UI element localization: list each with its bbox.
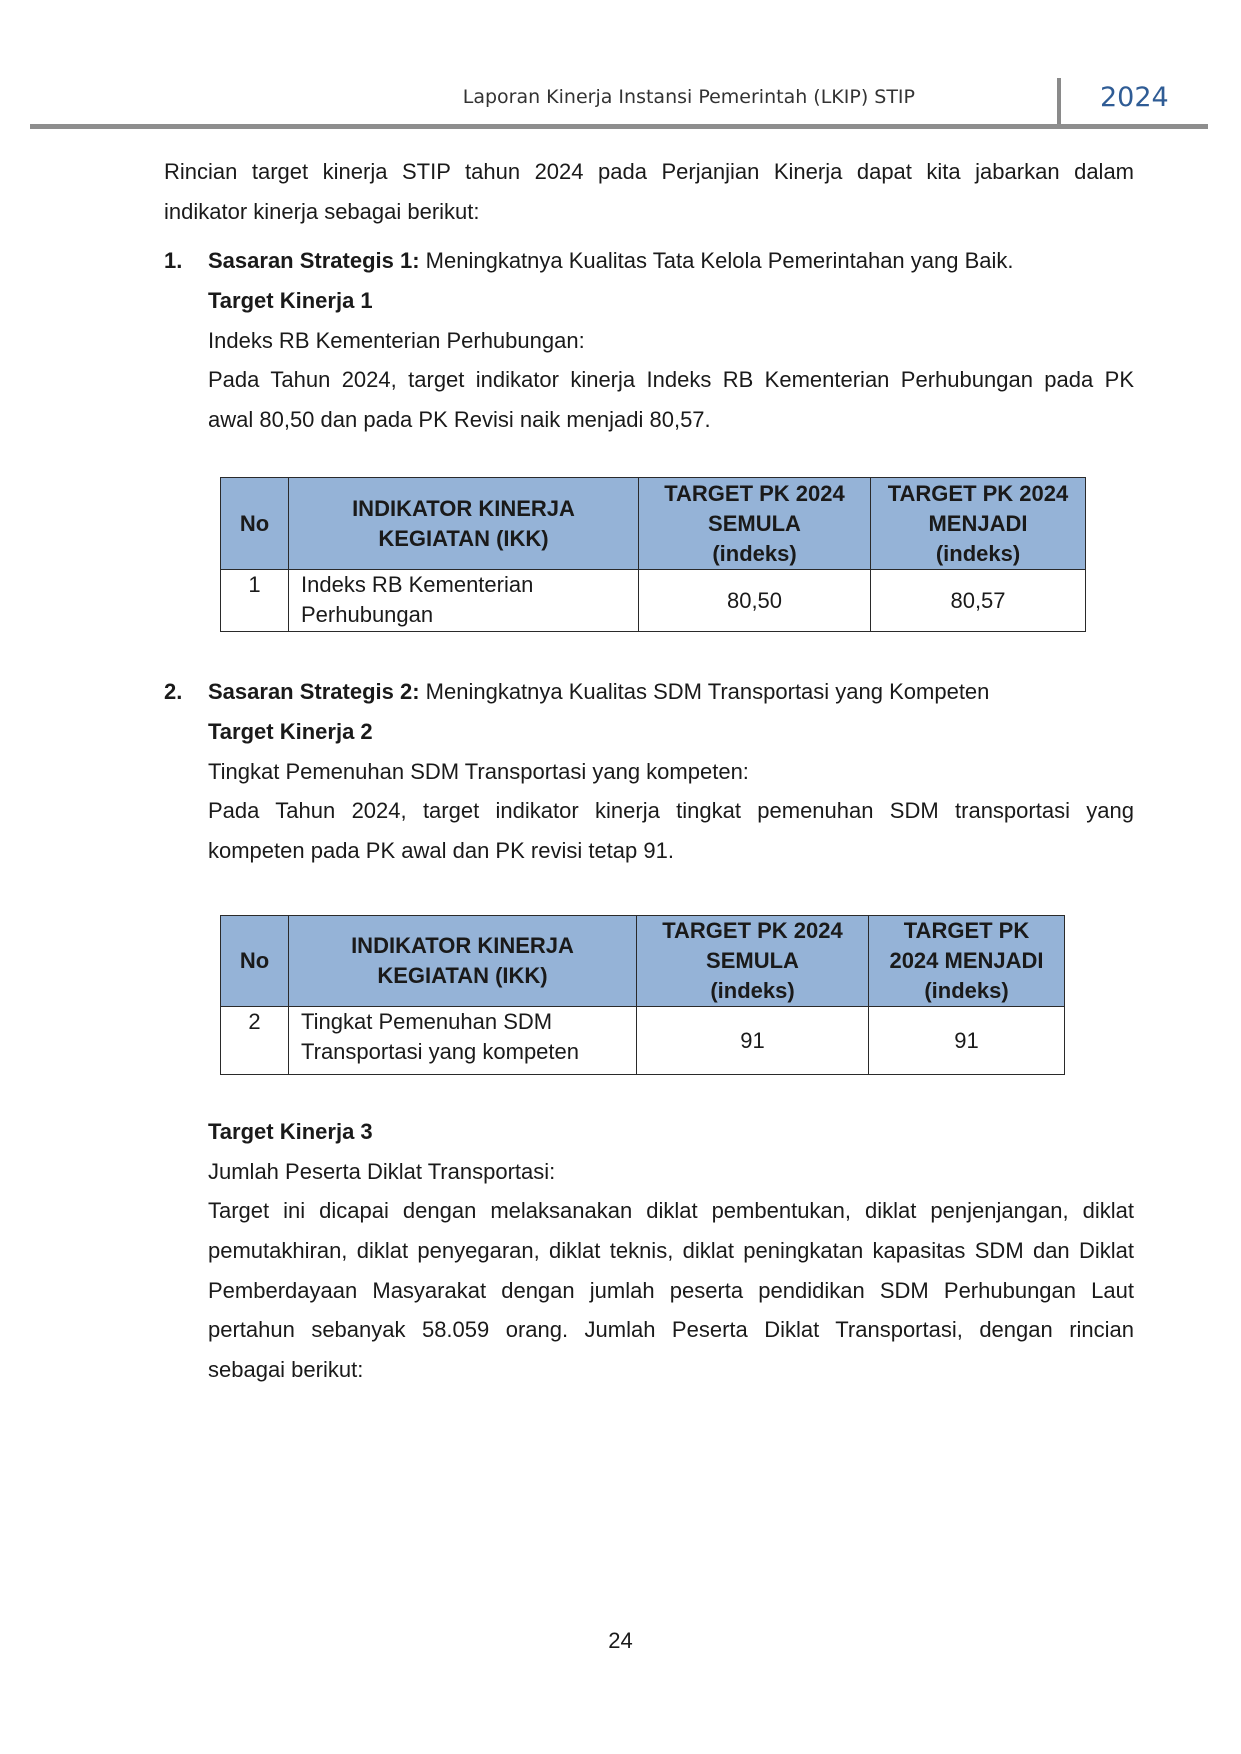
section-3-line-4: pertahun sebanyak 58.059 orang. Jumlah Peserta Diklat Transportasi, dengan rincian <box>208 1317 1134 1342</box>
row-indicator <box>289 1007 637 1075</box>
col-menjadi-line-3: (indeks) <box>935 540 1021 566</box>
row-menjadi: 91 <box>869 1007 1065 1075</box>
header-year: 2024 <box>1100 82 1169 113</box>
col-semula-line-3: (indeks) <box>712 540 797 566</box>
section-1-desc-line-2: awal 80,50 dan pada PK Revisi naik menjadi 80,57. <box>208 407 711 432</box>
intro-line-1: Rincian target kinerja STIP tahun 2024 pada Perjanjian Kinerja dapat kita jabarkan dalam <box>164 159 1134 184</box>
col-semula-line-3: (indeks) <box>710 978 795 1003</box>
col-ikk-line-2: KEGIATAN (IKK) <box>378 525 549 551</box>
intro-line-2: indikator kinerja sebagai berikut: <box>164 199 480 224</box>
col-ikk-line-1: INDIKATOR KINERJA <box>351 933 574 958</box>
table-header-row <box>221 916 1065 1007</box>
section-3-line-2: pemutakhiran, diklat penyegaran, diklat teknis, diklat peningkatan kapasitas SDM dan Diklat <box>208 1238 1134 1263</box>
target-kinerja-3-label: Target Kinerja 3 <box>208 1119 373 1144</box>
col-menjadi-line-1: TARGET PK <box>903 918 1030 943</box>
target-kinerja-2-title <box>208 712 373 752</box>
table-header-row <box>221 478 1086 570</box>
section-2-heading <box>208 672 989 712</box>
col-menjadi-line-1: TARGET PK 2024 <box>887 480 1069 506</box>
row-indicator-line-2: Perhubungan <box>301 602 434 627</box>
section-1-indicator: Indeks RB Kementerian Perhubungan: <box>208 328 585 353</box>
section-1-text: Meningkatnya Kualitas Tata Kelola Pemerintahan yang Baik. <box>419 248 1014 273</box>
running-header-title: Laporan Kinerja Instansi Pemerintah (LKIP) STIP <box>462 86 915 108</box>
col-semula-line-1: TARGET PK 2024 <box>664 480 845 506</box>
section-1-heading <box>208 241 1014 281</box>
section-2-text: Meningkatnya Kualitas SDM Transportasi yang Kompeten <box>419 679 990 704</box>
col-target-semula <box>639 478 871 570</box>
section-2-number: 2. <box>164 679 183 704</box>
col-ikk-line-1: INDIKATOR KINERJA <box>352 495 575 521</box>
section-3-line-3: Pemberdayaan Masyarakat dengan jumlah peserta pendidikan SDM Perhubungan Laut <box>208 1278 1134 1303</box>
target-table-2 <box>220 915 1065 1075</box>
col-ikk-line-2: KEGIATAN (IKK) <box>377 963 548 988</box>
col-ikk <box>289 478 639 570</box>
target-kinerja-2-label: Target Kinerja 2 <box>208 719 373 744</box>
section-1-desc-line-1: Pada Tahun 2024, target indikator kinerja Indeks RB Kementerian Perhubungan pada PK <box>208 367 1134 392</box>
col-semula-line-1: TARGET PK 2024 <box>662 918 843 943</box>
page-number: 24 <box>608 1628 633 1653</box>
header-rule <box>30 124 1208 129</box>
row-indicator <box>289 570 639 632</box>
section-2-desc-line-1: Pada Tahun 2024, target indikator kinerja tingkat pemenuhan SDM transportasi yang <box>208 798 1134 823</box>
row-menjadi: 80,57 <box>871 570 1086 632</box>
row-indicator-line-1: Tingkat Pemenuhan SDM <box>301 1009 553 1034</box>
col-menjadi-line-2: MENJADI <box>928 510 1028 536</box>
table-row <box>221 1007 1065 1075</box>
section-3-line-5: sebagai berikut: <box>208 1357 364 1382</box>
header-divider <box>1057 78 1061 126</box>
col-ikk <box>289 916 637 1007</box>
target-table-1 <box>220 477 1086 632</box>
col-semula-line-2: SEMULA <box>706 948 799 973</box>
section-3-indicator: Jumlah Peserta Diklat Transportasi: <box>208 1159 556 1184</box>
col-target-menjadi <box>869 916 1065 1007</box>
target-kinerja-1-label: Target Kinerja 1 <box>208 288 373 313</box>
col-no: No <box>221 478 289 570</box>
section-2-indicator: Tingkat Pemenuhan SDM Transportasi yang kompeten: <box>208 759 749 784</box>
row-semula: 80,50 <box>639 570 871 632</box>
col-target-menjadi <box>871 478 1086 570</box>
row-semula: 91 <box>637 1007 869 1075</box>
section-1-label: Sasaran Strategis 1: <box>208 248 420 273</box>
table-row <box>221 570 1086 632</box>
row-indicator-line-2: Transportasi yang kompeten <box>301 1039 579 1064</box>
row-no: 2 <box>221 1007 289 1075</box>
section-2-desc-line-2: kompeten pada PK awal dan PK revisi tetap 91. <box>208 838 674 863</box>
col-semula-line-2: SEMULA <box>708 510 801 536</box>
target-kinerja-1-title <box>208 281 373 321</box>
col-no: No <box>221 916 289 1007</box>
target-kinerja-3-title <box>208 1112 373 1152</box>
row-indicator-line-1: Indeks RB Kementerian <box>301 572 534 597</box>
col-target-semula <box>637 916 869 1007</box>
col-menjadi-line-2: 2024 MENJADI <box>889 948 1044 973</box>
section-1-number: 1. <box>164 248 183 273</box>
section-2-label: Sasaran Strategis 2: <box>208 679 420 704</box>
section-3-line-1: Target ini dicapai dengan melaksanakan diklat pembentukan, diklat penjenjangan, diklat <box>208 1198 1134 1223</box>
row-no: 1 <box>221 570 289 632</box>
col-menjadi-line-3: (indeks) <box>924 978 1009 1003</box>
